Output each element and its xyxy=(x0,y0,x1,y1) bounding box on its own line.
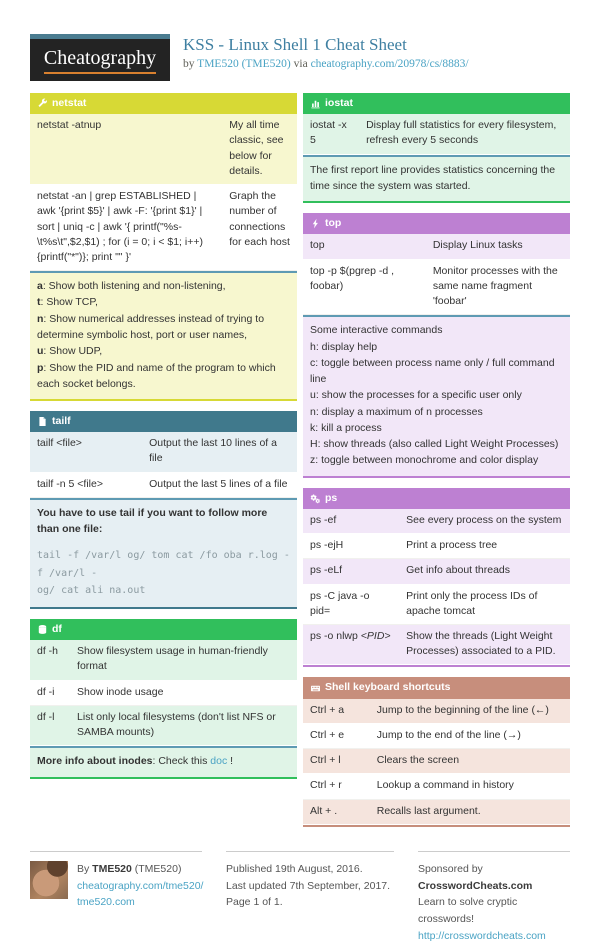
command-cell: Ctrl + a xyxy=(310,703,345,716)
command-cell: df -i xyxy=(37,685,55,698)
table-row xyxy=(303,559,570,584)
author-avatar[interactable] xyxy=(30,861,68,899)
code-block xyxy=(37,547,290,600)
note-line: u: show the processes for a specific user only xyxy=(310,389,522,402)
table-row xyxy=(303,509,570,534)
command-cell: ps -C java -o pid= xyxy=(310,589,370,617)
table-row xyxy=(30,185,297,271)
table-row xyxy=(30,706,297,746)
note-line: t: Show TCP, xyxy=(37,296,98,309)
page-header xyxy=(0,0,600,93)
section-note xyxy=(303,155,570,202)
table-row xyxy=(303,699,570,724)
command-cell: netstat -an | grep ESTABLISHED | awk '{print $5}' | awk -F: '{print $1}' | sort | uniq -c | awk '{ printf("%s-\t%s\t",$2,$1) ; for (i = 0; i < $1; i++) {printf("*")}; print "" }' xyxy=(37,190,203,263)
command-cell: df -h xyxy=(37,645,59,658)
description-cell: Jump to the beginning of the line (←) xyxy=(376,703,549,716)
section-header-ps xyxy=(303,488,570,509)
byline-prefix: by xyxy=(183,58,198,70)
footer-by-prefix: By xyxy=(77,862,93,875)
footer-author-name: TME520 xyxy=(92,862,132,875)
section-title: df xyxy=(52,622,62,635)
left-column xyxy=(30,93,297,779)
table-row xyxy=(30,432,297,472)
table-row xyxy=(303,625,570,665)
table-row xyxy=(30,473,297,498)
footer-published: Published 19th August, 2016. xyxy=(226,862,363,875)
footer-meta-block xyxy=(226,851,394,945)
section-note xyxy=(30,746,297,776)
byline-via: via xyxy=(290,58,311,70)
code-line: og/ cat ali na.out xyxy=(37,585,146,597)
table-row xyxy=(303,724,570,749)
description-cell: Output the last 10 lines of a file xyxy=(149,437,277,465)
table-row xyxy=(303,774,570,799)
note-line: n: display a maximum of n processes xyxy=(310,405,483,418)
note-line: n: Show numerical addresses instead of trying to determine symbolic host, port or user names, xyxy=(37,312,265,341)
code-line: tail -f /var/l og/ tom cat /fo oba r.log -f /var/l - xyxy=(37,550,290,579)
command-cell: top -p $(pgrep -d , foobar) xyxy=(310,264,395,292)
section-header-tailf xyxy=(30,411,297,432)
note-line: k: kill a process xyxy=(310,421,382,434)
footer-sponsor-link[interactable]: http://crosswordcheats.com xyxy=(418,929,546,942)
description-cell: Print a process tree xyxy=(406,539,498,552)
section-header-top xyxy=(303,213,570,234)
chart-icon xyxy=(310,98,321,109)
note-line: u: Show UDP, xyxy=(37,345,103,358)
command-cell: tailf -n 5 <file> xyxy=(37,477,103,490)
command-cell: tailf <file> xyxy=(37,437,82,450)
page-footer xyxy=(0,835,600,945)
command-cell: Ctrl + e xyxy=(310,728,345,741)
card-ps xyxy=(303,488,570,668)
description-cell: Get info about threads xyxy=(406,564,511,577)
footer-author-text xyxy=(77,861,203,945)
disk-icon xyxy=(37,624,48,635)
section-header-df xyxy=(30,619,297,640)
cheatography-logo-text: Cheatography xyxy=(44,47,156,74)
section-title: tailf xyxy=(52,415,71,428)
footer-profile-link[interactable]: cheatography.com/tme520/ xyxy=(77,879,204,892)
section-title: ps xyxy=(325,491,338,504)
section-title: top xyxy=(325,217,342,230)
card-shell-keyboard-shortcuts xyxy=(303,677,570,826)
section-note xyxy=(30,271,297,399)
note-line: More info about inodes: Check this doc ! xyxy=(37,755,234,768)
command-cell: df -l xyxy=(37,710,55,723)
author-link[interactable]: TME520 (TME520) xyxy=(197,58,291,70)
cheatography-logo[interactable] xyxy=(30,34,170,81)
description-cell: Show filesystem usage in human-friendly format xyxy=(77,645,268,673)
section-title: iostat xyxy=(325,97,354,109)
sheet-columns xyxy=(0,93,600,827)
description-cell: Display Linux tasks xyxy=(432,239,523,252)
note-line: The first report line provides statistics concerning the time since the system was started. xyxy=(310,163,556,192)
footer-sponsor-name: CrosswordCheats.com xyxy=(418,879,533,892)
description-cell: Clears the screen xyxy=(376,754,460,767)
lightning-icon xyxy=(310,218,321,229)
description-cell: My all time classic, see below for details. xyxy=(229,119,284,177)
note-line: a: Show both listening and non-listening, xyxy=(37,280,226,293)
description-cell: Display full statistics for every filesystem, refresh every 5 seconds xyxy=(366,119,557,147)
command-cell: ps -ef xyxy=(310,513,337,526)
section-header-netstat xyxy=(30,93,297,114)
table-row xyxy=(303,114,570,154)
command-cell: ps -o nlwp <PID> xyxy=(310,629,391,642)
section-note xyxy=(303,315,570,475)
command-cell: Ctrl + l xyxy=(310,754,341,767)
footer-page-number: Page 1 of 1. xyxy=(226,896,283,909)
section-header-shell-keyboard-shortcuts xyxy=(303,677,570,698)
table-row xyxy=(30,640,297,680)
note-line: Some interactive commands xyxy=(310,324,443,337)
card-netstat xyxy=(30,93,297,401)
command-cell: Alt + . xyxy=(310,804,338,817)
byline xyxy=(183,58,469,70)
right-column xyxy=(303,93,570,827)
footer-updated: Last updated 7th September, 2017. xyxy=(226,879,391,892)
footer-author-paren: (TME520) xyxy=(131,862,182,875)
description-cell: Graph the number of connections for each host xyxy=(229,190,290,248)
title-block xyxy=(183,34,469,70)
table-row xyxy=(303,800,570,825)
note-line: z: toggle between monochrome and color display xyxy=(310,454,539,467)
footer-author-block xyxy=(30,851,202,945)
section-note xyxy=(30,498,297,607)
footer-site-link[interactable]: tme520.com xyxy=(77,896,135,909)
description-cell: Output the last 5 lines of a file xyxy=(149,477,288,490)
note-line: p: Show the PID and name of the program to which each socket belongs. xyxy=(37,361,276,390)
note-line: h: display help xyxy=(310,340,378,353)
file-icon xyxy=(37,416,48,427)
table-row xyxy=(303,534,570,559)
card-top xyxy=(303,213,570,477)
page-title xyxy=(183,35,469,55)
note-line: c: toggle between process name only / full command line xyxy=(310,356,555,386)
command-cell: Ctrl + r xyxy=(310,779,342,792)
footer-sponsor-block xyxy=(418,851,570,945)
note-line: H: show threads (also called Light Weight Processes) xyxy=(310,438,559,451)
description-cell: Show inode usage xyxy=(77,685,164,698)
description-cell: Print only the process IDs of apache tomcat xyxy=(406,589,538,617)
card-tailf xyxy=(30,411,297,609)
card-iostat xyxy=(303,93,570,203)
keyboard-icon xyxy=(310,683,321,694)
section-title: Shell keyboard shortcuts xyxy=(325,681,451,694)
description-cell: Recalls last argument. xyxy=(376,804,481,817)
table-row xyxy=(303,260,570,316)
description-cell: Jump to the end of the line (→) xyxy=(376,728,521,741)
description-cell: Show the threads (Light Weight Processes) associated to a PID. xyxy=(406,629,556,658)
footer-sponsor-line xyxy=(418,861,570,895)
footer-sponsor-tagline: Learn to solve cryptic crosswords! xyxy=(418,896,518,926)
description-cell: List only local filesystems (don't list NFS or SAMBA mounts) xyxy=(77,710,276,739)
gears-icon xyxy=(310,493,321,504)
command-cell: iostat -x 5 xyxy=(310,119,347,147)
description-cell: Monitor processes with the same name fragment 'foobar' xyxy=(432,264,558,308)
description-cell: Lookup a command in history xyxy=(376,779,514,792)
description-cell: See every process on the system xyxy=(406,513,562,526)
sheet-url-link[interactable]: cheatography.com/20978/cs/8883/ xyxy=(310,58,469,70)
sheet-title-link[interactable]: KSS - Linux Shell 1 Cheat Sheet xyxy=(183,35,407,54)
table-row xyxy=(303,234,570,259)
section-header-iostat xyxy=(303,93,570,114)
card-df xyxy=(30,619,297,779)
command-cell: netstat -atnup xyxy=(37,119,102,132)
table-row xyxy=(303,585,570,625)
doc-link[interactable]: doc xyxy=(210,755,228,768)
note-line: You have to use tail if you want to follow more than one file: xyxy=(37,506,268,536)
table-row xyxy=(30,114,297,185)
command-cell: ps -ejH xyxy=(310,539,344,552)
table-row xyxy=(30,681,297,706)
footer-sponsor-prefix: Sponsored by xyxy=(418,862,483,875)
table-row xyxy=(303,749,570,774)
wrench-icon xyxy=(37,98,48,109)
command-cell: ps -eLf xyxy=(310,564,343,577)
section-title: netstat xyxy=(52,97,87,109)
command-cell: top xyxy=(310,239,325,252)
